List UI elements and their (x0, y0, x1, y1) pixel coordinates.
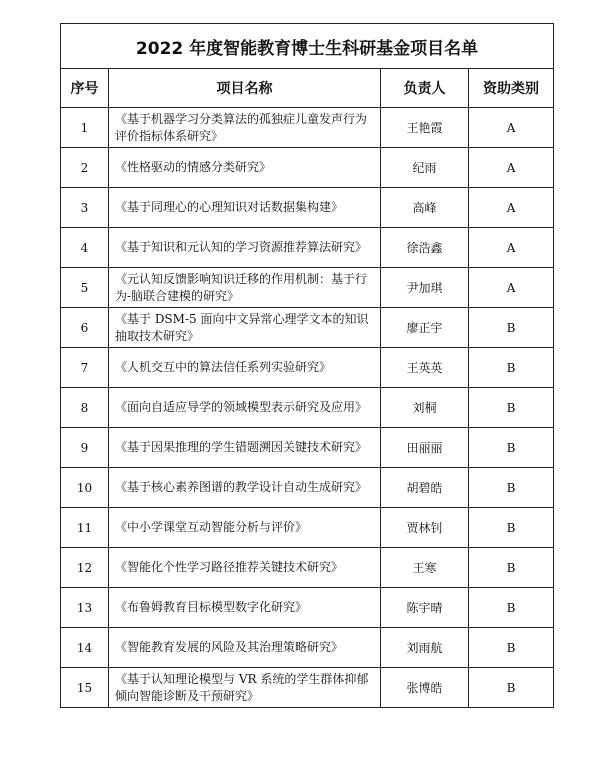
row-number: 15 (61, 668, 109, 708)
table-row (61, 388, 554, 428)
funding-category: B (469, 468, 554, 508)
project-name: 《基于同理心的心理知识对话数据集构建》 (109, 188, 381, 228)
funding-category: B (469, 428, 554, 468)
header-number: 序号 (61, 69, 109, 108)
project-leader: 胡碧皓 (381, 468, 469, 508)
funding-category: A (469, 188, 554, 228)
project-leader: 刘桐 (381, 388, 469, 428)
row-number: 5 (61, 268, 109, 308)
project-leader: 王英英 (381, 348, 469, 388)
project-name: 《基于 DSM-5 面向中文异常心理学文本的知识抽取技术研究》 (109, 308, 381, 348)
funding-category: B (469, 348, 554, 388)
table-row (61, 348, 554, 388)
project-name: 《基于因果推理的学生错题溯因关键技术研究》 (109, 428, 381, 468)
table-row (61, 428, 554, 468)
header-row (61, 69, 554, 108)
project-name: 《中小学课堂互动智能分析与评价》 (109, 508, 381, 548)
row-number: 1 (61, 108, 109, 148)
funding-category: B (469, 588, 554, 628)
table-row (61, 188, 554, 228)
row-number: 10 (61, 468, 109, 508)
row-number: 14 (61, 628, 109, 668)
project-leader: 刘雨航 (381, 628, 469, 668)
table-row (61, 668, 554, 708)
project-leader: 尹加琪 (381, 268, 469, 308)
table-row (61, 588, 554, 628)
table-row (61, 308, 554, 348)
funding-category: B (469, 548, 554, 588)
project-leader: 王艳霞 (381, 108, 469, 148)
funding-category: A (469, 268, 554, 308)
project-leader: 贾林钊 (381, 508, 469, 548)
header-category: 资助类别 (469, 69, 554, 108)
project-name: 《基于认知理论模型与 VR 系统的学生群体抑郁倾向智能诊断及干预研究》 (109, 668, 381, 708)
project-name: 《基于机器学习分类算法的孤独症儿童发声行为评价指标体系研究》 (109, 108, 381, 148)
project-name: 《元认知反馈影响知识迁移的作用机制：基于行为-脑联合建模的研究》 (109, 268, 381, 308)
funding-category: A (469, 148, 554, 188)
project-leader: 张博皓 (381, 668, 469, 708)
table-row (61, 228, 554, 268)
project-leader: 廖正宇 (381, 308, 469, 348)
row-number: 9 (61, 428, 109, 468)
row-number: 7 (61, 348, 109, 388)
row-number: 4 (61, 228, 109, 268)
row-number: 6 (61, 308, 109, 348)
project-name: 《人机交互中的算法信任系列实验研究》 (109, 348, 381, 388)
project-name: 《智能教育发展的风险及其治理策略研究》 (109, 628, 381, 668)
funding-category: A (469, 228, 554, 268)
project-leader: 田丽丽 (381, 428, 469, 468)
project-leader: 高峰 (381, 188, 469, 228)
project-name: 《性格驱动的情感分类研究》 (109, 148, 381, 188)
funding-category: B (469, 628, 554, 668)
project-leader: 王寒 (381, 548, 469, 588)
table-row (61, 628, 554, 668)
row-number: 12 (61, 548, 109, 588)
header-leader: 负责人 (381, 69, 469, 108)
project-leader: 纪雨 (381, 148, 469, 188)
table-row (61, 268, 554, 308)
project-name: 《智能化个性学习路径推荐关键技术研究》 (109, 548, 381, 588)
funding-category: B (469, 388, 554, 428)
row-number: 8 (61, 388, 109, 428)
funding-category: B (469, 308, 554, 348)
table-row (61, 468, 554, 508)
project-name: 《基于知识和元认知的学习资源推荐算法研究》 (109, 228, 381, 268)
funding-category: A (469, 108, 554, 148)
table-row (61, 148, 554, 188)
row-number: 2 (61, 148, 109, 188)
project-leader: 陈宇晴 (381, 588, 469, 628)
row-number: 11 (61, 508, 109, 548)
table-row (61, 108, 554, 148)
header-project-name: 项目名称 (109, 69, 381, 108)
project-name: 《布鲁姆教育目标模型数字化研究》 (109, 588, 381, 628)
project-name: 《基于核心素养图谱的教学设计自动生成研究》 (109, 468, 381, 508)
project-name: 《面向自适应导学的领域模型表示研究及应用》 (109, 388, 381, 428)
fund-project-table (60, 23, 554, 708)
funding-category: B (469, 668, 554, 708)
table-title: 2022 年度智能教育博士生科研基金项目名单 (61, 24, 554, 69)
project-leader: 徐浩鑫 (381, 228, 469, 268)
funding-category: B (469, 508, 554, 548)
row-number: 3 (61, 188, 109, 228)
row-number: 13 (61, 588, 109, 628)
table-row (61, 548, 554, 588)
table-row (61, 508, 554, 548)
